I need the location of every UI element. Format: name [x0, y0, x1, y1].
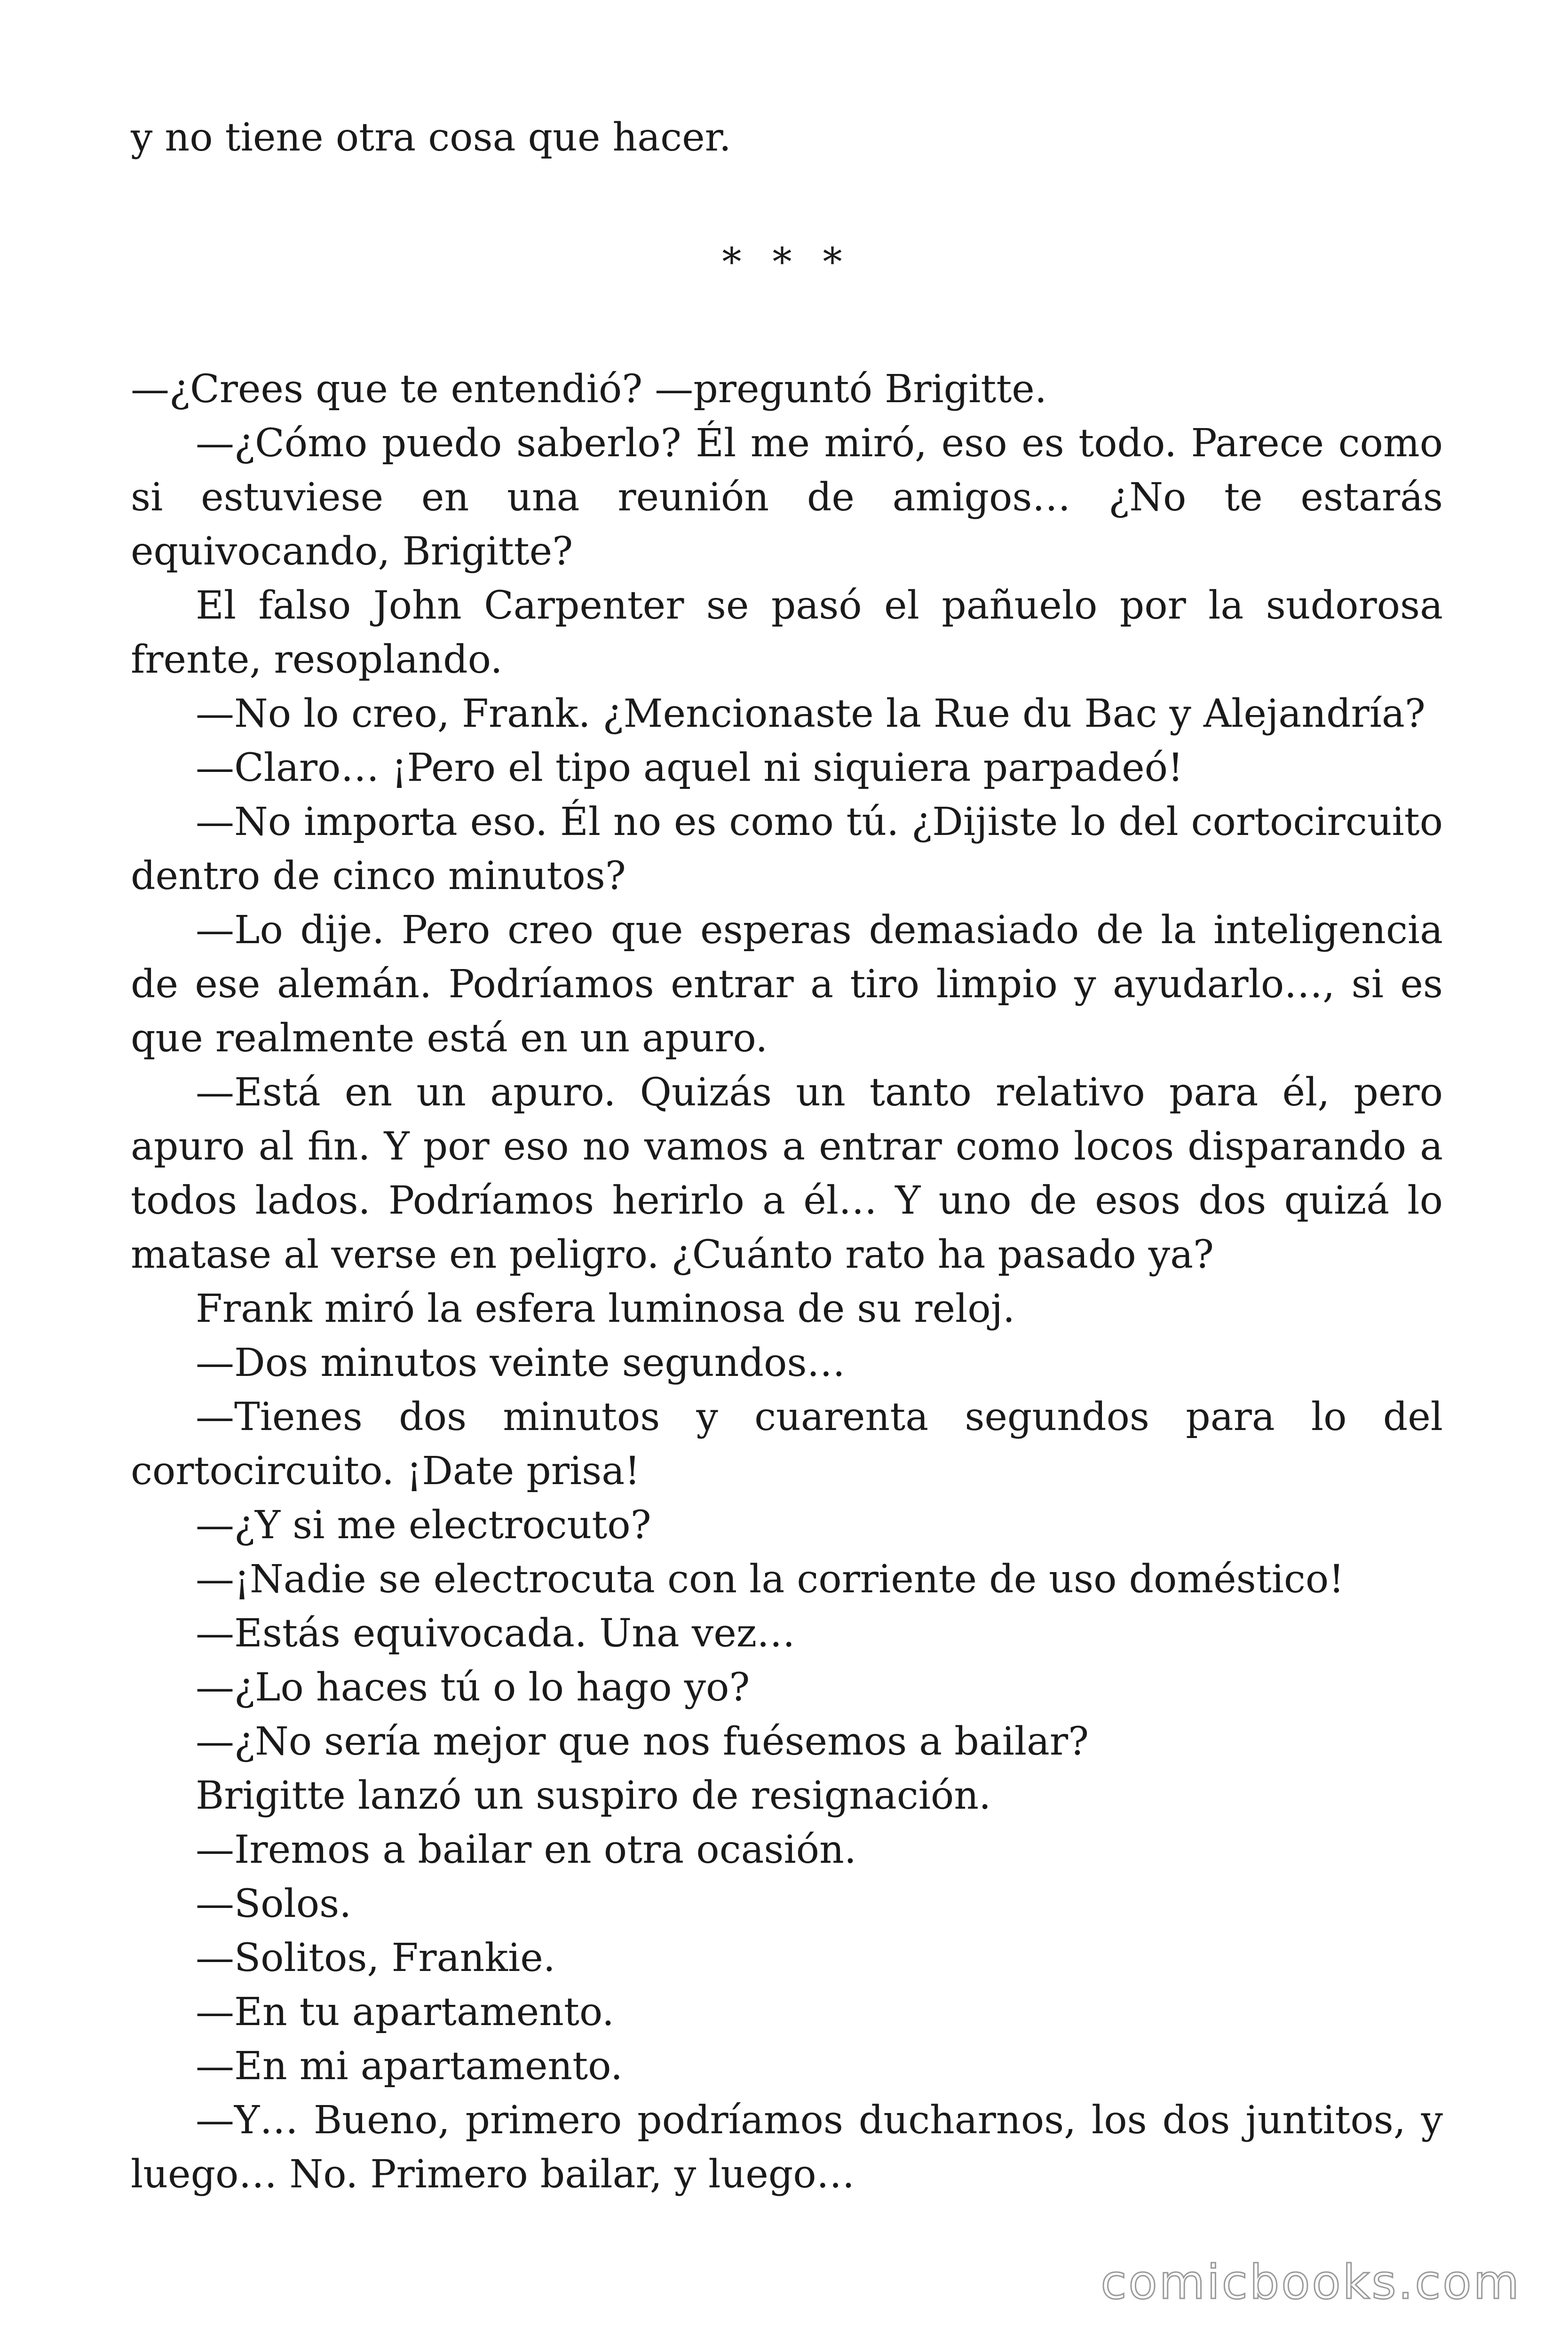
paragraph: El falso John Carpenter se pasó el pañuelo por la sudorosa frente, resoplando. — [131, 583, 1443, 682]
paragraph: —¡Nadie se electrocuta con la corriente de uso doméstico! — [196, 1557, 1345, 1602]
paragraph: —En tu apartamento. — [196, 1990, 614, 2034]
scene-break: * * * — [722, 240, 852, 285]
paragraph: —¿Lo haces tú o lo hago yo? — [196, 1665, 750, 1710]
paragraph: —¿No sería mejor que nos fuésemos a bailar? — [196, 1719, 1089, 1764]
paragraph: —No lo creo, Frank. ¿Mencionaste la Rue du Bac y Alejandría? — [196, 691, 1425, 736]
paragraph: Frank miró la esfera luminosa de su reloj. — [196, 1287, 1015, 1331]
watermark: comicbooks.com — [1101, 2255, 1521, 2310]
paragraph: —Claro… ¡Pero el tipo aquel ni siquiera parpadeó! — [196, 746, 1183, 790]
opening-line: y no tiene otra cosa que hacer. — [131, 115, 731, 160]
paragraph: —Solitos, Frankie. — [196, 1936, 555, 1980]
paragraph: —¿Crees que te entendió? —preguntó Brigitte. — [131, 367, 1047, 412]
paragraph: —Está en un apuro. Quizás un tanto relativo para él, pero apuro al fin. Y por eso no vamos a entrar como locos disparando a todos lados. Podríamos herirlo a él… Y uno de esos dos quizá lo matase al verse en peligro. ¿Cuánto rato ha pasado ya? — [131, 1070, 1443, 1277]
paragraph: Brigitte lanzó un suspiro de resignación. — [196, 1773, 991, 1818]
paragraph: —En mi apartamento. — [196, 2044, 623, 2089]
paragraph: —Tienes dos minutos y cuarenta segundos para lo del cortocircuito. ¡Date prisa! — [131, 1395, 1443, 1494]
spacer — [131, 165, 1443, 235]
spacer — [131, 289, 1443, 362]
paragraph: —Estás equivocada. Una vez… — [196, 1611, 795, 1656]
paragraph: —Y… Bueno, primero podríamos ducharnos, los dos juntitos, y luego… No. Primero bailar, y luego… — [131, 2098, 1443, 2197]
paragraph: —No importa eso. Él no es como tú. ¿Dijiste lo del cortocircuito dentro de cinco minutos? — [131, 800, 1443, 898]
paragraph: —¿Y si me electrocuto? — [196, 1503, 651, 1548]
paragraph: —Lo dije. Pero creo que esperas demasiado de la inteligencia de ese alemán. Podríamos entrar a tiro limpio y ayudarlo…, si es que realmente está en un apuro. — [131, 908, 1443, 1061]
paragraph: —Solos. — [196, 1882, 352, 1926]
text-column — [131, 111, 1443, 2201]
paragraph: —Dos minutos veinte segundos… — [196, 1341, 846, 1385]
paragraph: —Iremos a bailar en otra ocasión. — [196, 1828, 856, 1872]
paragraph: —¿Cómo puedo saberlo? Él me miró, eso es todo. Parece como si estuviese en una reunión de amigos… ¿No te estarás equivocando, Brigitte? — [131, 421, 1443, 574]
